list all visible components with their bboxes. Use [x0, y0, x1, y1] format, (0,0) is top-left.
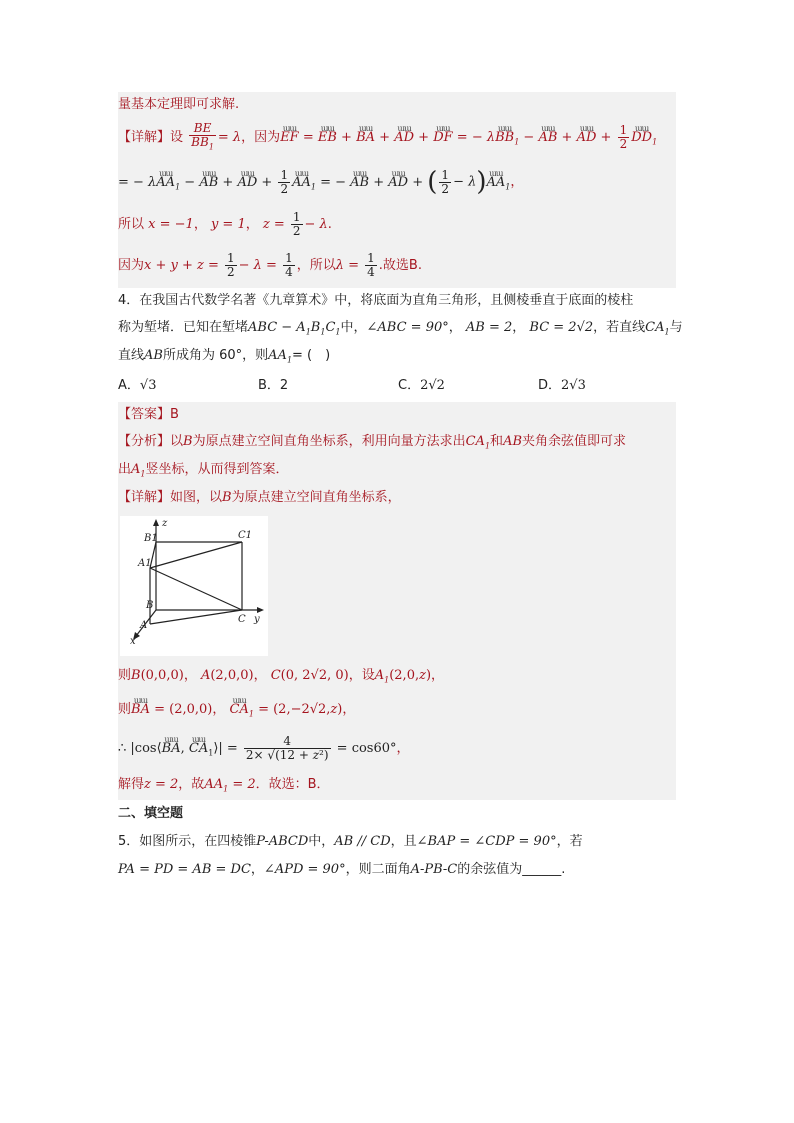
prism-diagram	[120, 516, 268, 656]
q5-text2a: ，	[250, 862, 264, 877]
q4-analysis2: 出$A_1$竖坐标，从而得到答案．	[118, 462, 289, 479]
fraction-be-bb1: $\frac{BE}{BB_1}$	[191, 120, 214, 152]
detail-tag: 【详解】	[118, 130, 171, 145]
analysis-tag: 【分析】	[118, 434, 171, 449]
label-x: x	[130, 636, 136, 647]
question-5	[118, 828, 676, 884]
q3-line1: 量基本定理即可求解.	[118, 97, 240, 112]
label-c: C	[238, 614, 246, 625]
section-fill-in: 二、填空题	[118, 806, 184, 821]
page-content	[118, 92, 683, 884]
q4-cosine: ∴ |cos⟨ɯɯ BA, ɯɯ $CA_1⟩|$ = $\frac{4}{\text{2× √(12 + z²)}}$ = cos60°，	[118, 728, 676, 770]
q5-text2c: 的余弦值为______.	[457, 862, 566, 877]
option-b[interactable]: B．2	[258, 378, 289, 393]
analysis-1d: 夹角余弦值即可求	[522, 434, 627, 449]
q4-text2c: ，若直线	[593, 320, 646, 335]
q3-result-line: 所以 x = −1， y = 1， z = $\frac{1}{2}$ − λ.	[118, 210, 332, 238]
q4-solve: 解得z = 2，故$AA_1 = 2$．故选：B．	[118, 777, 330, 794]
q5-number: 5．	[118, 834, 140, 849]
label-y: y	[254, 614, 260, 625]
option-d[interactable]: D．2√3	[538, 378, 586, 393]
option-c[interactable]: C．2√2	[398, 378, 445, 393]
analysis-1a: 以	[170, 434, 184, 449]
q4-vectors: 则ɯɯ BA = (2,0,0)， ɯɯ $CA_1 = (2,-2√2,z)$，	[118, 692, 676, 728]
q4-text2a: 称为堑堵．已知在堑堵	[118, 320, 249, 335]
answer-tag: 【答案】	[118, 407, 171, 422]
detail-1b: 为原点建立空间直角坐标系，	[231, 490, 401, 505]
q5-text2b: ，则二面角	[345, 862, 411, 877]
edge-a1c1	[150, 542, 242, 568]
label-a: A	[140, 620, 148, 631]
q4-text2d: 与	[669, 320, 683, 335]
label-b1: B1	[144, 533, 158, 544]
text-suoyi: 所以	[118, 217, 145, 232]
edge-ac	[150, 610, 242, 624]
q4-solution-block	[118, 402, 676, 800]
q5-text1d: ，若	[556, 834, 583, 849]
analysis-2a: 出	[118, 462, 132, 477]
label-b: B	[146, 600, 154, 611]
q4-text1: 在我国古代数学名著《九章算术》中，将底面为直角三角形，且侧棱垂直于底面的棱柱	[139, 293, 634, 308]
label-c1: C1	[238, 530, 253, 541]
q4-line3: 直线AB所成角为 60°，则$AA_1=$ ( )	[118, 348, 331, 365]
option-a[interactable]: A．√3	[118, 378, 157, 393]
q5-text1a: 如图所示，在四棱锥	[139, 834, 257, 849]
detail-tag-q4: 【详解】	[118, 490, 171, 505]
y-arrow	[257, 607, 264, 613]
text-choose-b: .故选B.	[378, 258, 422, 273]
label-a1: A1	[138, 558, 152, 569]
q3-detail-line: 【详解】设 $\frac{BE}{BB_1}$ = λ，因为ɯɯ EF = ɯɯ EB + ɯɯ BA + ɯɯ AD + ɯɯ DF = − λɯɯ $BB_1$ − ɯɯ AB + ɯɯ AD + $\frac{1}{2}$ ɯɯ $DD_1$	[118, 118, 676, 158]
analysis-1c: 和	[490, 434, 504, 449]
q4-line1	[118, 288, 676, 314]
q5-text1b: 中，	[308, 834, 335, 849]
q4-text3b: 所成角为 60°，则	[162, 348, 269, 363]
q4-text2b: 中，	[340, 320, 367, 335]
q5-line2: PA = PD = AB = DC，∠APD = 90°，则二面角A-PB-C的余弦值为______.	[118, 862, 566, 877]
z-arrow	[153, 519, 159, 526]
q5-line1: 5．如图所示，在四棱锥P-ABCD中，AB // CD，且∠BAP = ∠CDP = 90°，若	[118, 834, 583, 849]
edge-a1c	[150, 568, 242, 610]
therefore-symbol: ∴	[118, 741, 127, 756]
vec-prefix: 则	[118, 702, 132, 717]
fraction-half: $\frac{1}{2}$	[619, 123, 628, 151]
q3-equation-line: = − λɯɯ $AA_1$ − ɯɯ AB + ɯɯ AD + $\frac{1}{2}$ ɯɯ $AA_1$ = − ɯɯ AB + ɯɯ AD + ( $\frac{1}{2}$ − λ)ɯɯ $AA_1$，	[118, 158, 676, 206]
label-z: z	[162, 518, 168, 529]
q3-conclusion-line: 因为x + y + z = $\frac{1}{2}$ − λ = $\frac{1}{4}$ ，所以λ = $\frac{1}{4}$ .故选B.	[118, 251, 422, 279]
q4-options	[118, 370, 676, 402]
text-yinwei: 因为	[118, 258, 145, 273]
analysis-1b: 为原点建立空间直角坐标系，利用向量方法求出	[192, 434, 466, 449]
solve-c: ．故选：B．	[255, 777, 330, 792]
solve-a: 解得	[118, 777, 145, 792]
analysis-2b: 竖坐标，从而得到答案．	[145, 462, 289, 477]
q4-line2: 称为堑堵．已知在堑堵ABC − $A_1B_1C_1$中，∠ABC = 90°， AB = 2， BC = 2√2，若直线$CA_1$与	[118, 320, 683, 337]
text-suoyi2: ，所以	[296, 258, 336, 273]
coord-set: ，设	[348, 668, 375, 683]
q5-text1c: ，且	[390, 834, 417, 849]
q4-analysis1: 【分析】以B为原点建立空间直角坐标系，利用向量方法求出$CA_1$和AB夹角余弦值即可求	[118, 434, 627, 451]
question-4	[118, 288, 683, 402]
coord-prefix: 则	[118, 668, 132, 683]
q3-solution-block	[118, 92, 676, 288]
text-because: ，因为	[241, 130, 281, 145]
q4-detail1: 【详解】如图，以B为原点建立空间直角坐标系，	[118, 490, 401, 505]
prism-figure	[120, 516, 268, 656]
q4-number: 4．	[118, 293, 140, 308]
q4-text3c: = ( )	[292, 348, 331, 363]
q4-coords: 则B(0,0,0)， A(2,0,0)， C(0, 2√2, 0)，设$A_1(2,0,z)$，	[118, 668, 445, 685]
q4-answer	[118, 402, 676, 428]
answer-value: B	[170, 407, 179, 422]
solve-b: ，故	[178, 777, 205, 792]
q4-text3a: 直线	[118, 348, 145, 363]
text-she: 设	[170, 130, 184, 145]
detail-1a: 如图，以	[170, 490, 223, 505]
